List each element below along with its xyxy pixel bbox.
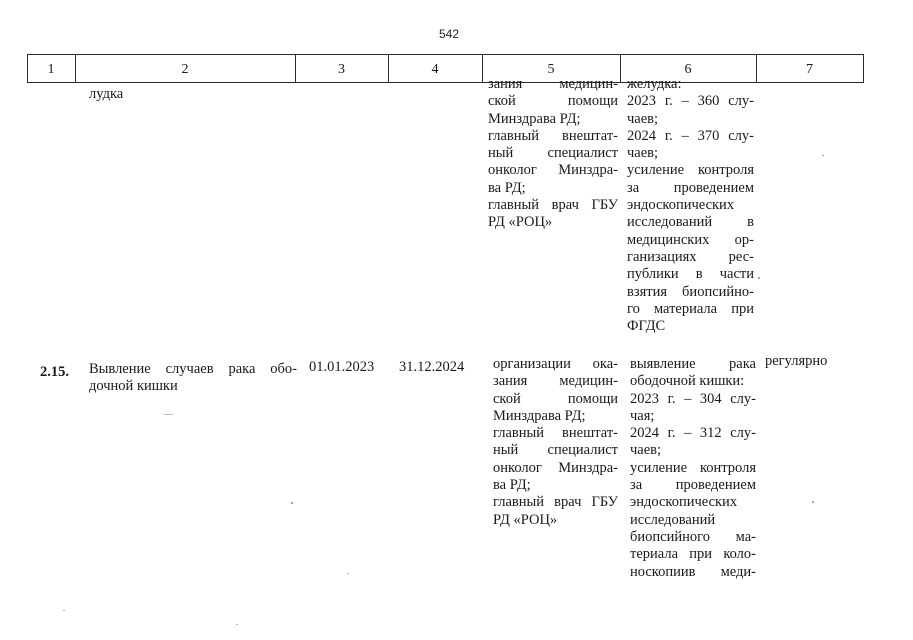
cell-text-line: усиление контроля [627, 162, 754, 179]
continued-row-col2 [89, 86, 289, 103]
continued-row-col6 [627, 76, 754, 335]
cell-text-line: онколог Минздра- [493, 459, 618, 476]
cell-text-line: го материала при [627, 300, 754, 317]
cell-text-line: ва РД; [493, 477, 531, 494]
frequency: регулярно [765, 353, 828, 369]
cell-text-line: ФГДС [627, 318, 666, 335]
header-divider [863, 54, 864, 83]
cell-text-line: лудка [89, 86, 124, 102]
cell-text-line: взятия биопсийно- [627, 283, 754, 300]
cell-text-line: Минздрава РД; [488, 110, 581, 127]
cell-text-line: зания медицин- [488, 76, 618, 92]
cell-text-line: выявление рака [630, 356, 756, 372]
cell-text-line: за проведением [630, 477, 756, 494]
cell-text-line: ганизациях рес- [627, 248, 754, 265]
cell-text-line: 2024 г. – 312 слу- [630, 425, 756, 442]
row-2-15-col5 [493, 356, 618, 529]
scan-speck [291, 502, 293, 504]
cell-text-line: зания медицин- [493, 373, 618, 390]
row-2-15-col6 [630, 356, 756, 581]
cell-text-line: носкопиив меди- [630, 563, 756, 580]
cell-text-line: Минздрава РД; [493, 407, 586, 424]
cell-text-line: ской помощи [493, 390, 618, 407]
row-2-15-col2 [89, 361, 297, 396]
header-top-border [27, 54, 864, 55]
cell-text-line: чаев; [630, 442, 662, 459]
cell-text-line: онколог Минздра- [488, 162, 618, 179]
header-col-6: 6 [684, 62, 692, 77]
scan-speck [164, 414, 173, 415]
cell-text-line: Вывление случаев рака обо- [89, 361, 297, 377]
end-date: 31.12.2024 [399, 359, 465, 375]
cell-text-line: медицинских ор- [627, 231, 754, 248]
cell-text-line: ный специалист [493, 442, 618, 459]
row-number: 2.15. [40, 364, 69, 380]
cell-text-line: чая; [630, 407, 655, 424]
cell-text-line: РД «РОЦ» [488, 214, 553, 231]
cell-text-line: 2023 г. – 304 слу- [630, 390, 756, 407]
cell-text-line: усиление контроля [630, 459, 756, 476]
cell-text-line: дочной кишки [89, 378, 178, 395]
cell-text-line: главный внештат- [488, 127, 618, 144]
cell-text-line: за проведением [627, 179, 754, 196]
scan-speck [812, 501, 814, 503]
cell-text-line: организации ока- [493, 356, 618, 372]
scan-speck [822, 155, 824, 156]
header-col-4: 4 [431, 62, 439, 77]
cell-text-line: ской помощи [488, 93, 618, 110]
cell-text-line: главный врач ГБУ [493, 494, 618, 511]
scan-speck [758, 277, 760, 279]
scan-speck [63, 610, 65, 611]
cell-text-line: публики в части [627, 266, 754, 283]
header-col-5: 5 [547, 62, 555, 77]
cell-text-line: биопсийного ма- [630, 528, 756, 545]
page-number: 542 [439, 27, 460, 41]
header-col-2: 2 [181, 62, 189, 77]
start-date: 01.01.2023 [309, 359, 375, 375]
cell-text-line: главный врач ГБУ [488, 197, 618, 214]
cell-text-line: главный внештат- [493, 425, 618, 442]
header-col-3: 3 [338, 62, 345, 77]
cell-text-line: териала при коло- [630, 546, 756, 563]
cell-text-line: эндоскопических [630, 494, 738, 511]
scan-speck [347, 573, 349, 574]
cell-text-line: чаев; [627, 145, 659, 162]
cell-text-line: ный специалист [488, 145, 618, 162]
cell-text-line: 2024 г. – 370 слу- [627, 127, 754, 144]
cell-text-line: исследований [630, 511, 716, 528]
continued-row-col5 [488, 76, 618, 232]
cell-text-line: ва РД; [488, 179, 526, 196]
cell-text-line: эндоскопических [627, 197, 735, 214]
cell-text-line: исследований в [627, 214, 754, 231]
cell-text-line: 2023 г. – 360 слу- [627, 93, 754, 110]
cell-text-line: желудка: [627, 76, 682, 92]
header-col-1: 1 [47, 62, 55, 77]
cell-text-line: чаев; [627, 110, 659, 127]
header-col-7: 7 [806, 62, 813, 77]
cell-text-line: РД «РОЦ» [493, 511, 558, 528]
cell-text-line: ободочной кишки: [630, 373, 745, 390]
scan-speck [236, 624, 238, 625]
